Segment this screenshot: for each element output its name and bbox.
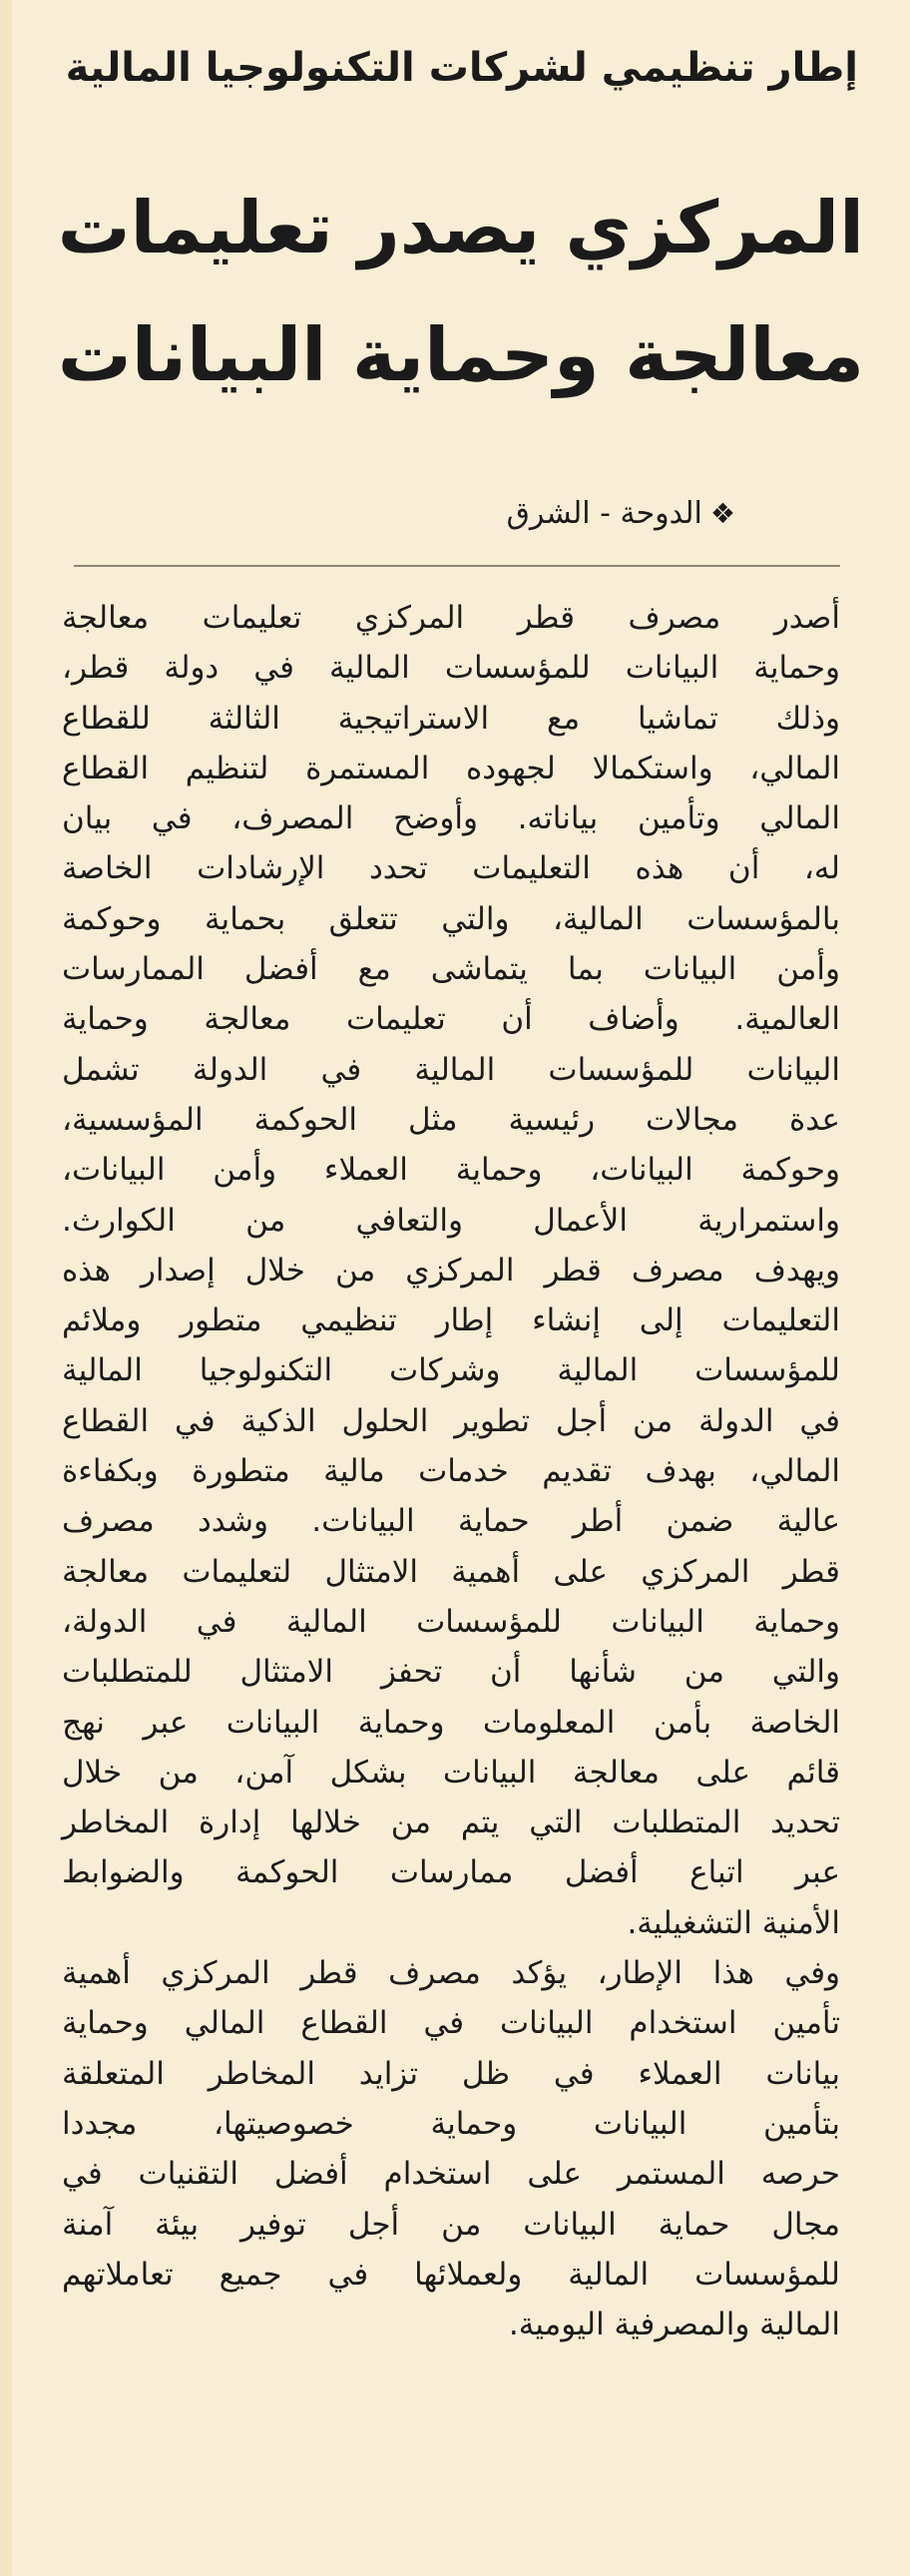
article-byline [507,493,735,535]
body-line: واستمرارية الأعمال والتعافي من الكوارث. [62,1202,840,1239]
article-body [62,593,840,2349]
body-line: التعليمات إلى إنشاء إطار تنظيمي متطور وملائم [62,1302,840,1339]
body-line: المالي، بهدف تقديم خدمات مالية متطورة وبكفاءة [62,1453,840,1490]
body-line: للمؤسسات المالية ولعملائها في جميع تعاملاتهم [62,2256,840,2293]
body-line: وحماية البيانات للمؤسسات المالية في الدولة، [62,1603,840,1640]
body-line: بيانات العملاء في ظل تزايد المخاطر المتعلقة [62,2055,840,2092]
body-line: للمؤسسات المالية وشركات التكنولوجيا المالية [62,1352,840,1389]
body-line: قطر المركزي على أهمية الامتثال لتعليمات معالجة [62,1553,840,1590]
body-line: عبر اتباع أفضل ممارسات الحوكمة والضوابط [62,1854,840,1891]
body-line: المالي، واستكمالا لجهوده المستمرة لتنظيم القطاع [62,750,840,786]
body-line: والتي من شأنها أن تحفز الامتثال للمتطلبات [62,1654,840,1691]
body-line: وفي هذا الإطار، يؤكد مصرف قطر المركزي أهمية [62,1955,840,1992]
body-line: تحديد المتطلبات التي يتم من خلالها إدارة المخاطر [62,1804,840,1841]
headline-line-1: المركزي يصدر تعليمات [57,187,864,270]
article-kicker: إطار تنظيمي لشركات التكنولوجيا المالية [65,45,858,91]
body-line: البيانات للمؤسسات المالية في الدولة تشمل [62,1051,840,1088]
diamond-ornament-icon: ❖ [709,497,735,530]
headline-line-2: معالجة وحماية البيانات [57,313,864,398]
body-line: في الدولة من أجل تطوير الحلول الذكية في القطاع [62,1402,840,1439]
byline-divider [74,565,840,567]
byline-text: الدوحة - الشرق [506,496,702,531]
body-line: عدة مجالات رئيسية مثل الحوكمة المؤسسية، [62,1101,840,1138]
body-line: ويهدف مصرف قطر المركزي من خلال إصدار هذه [62,1252,840,1288]
body-line: عالية ضمن أطر حماية البيانات. وشدد مصرف [62,1503,840,1540]
body-line: تأمين استخدام البيانات في القطاع المالي وحماية [62,2005,840,2042]
body-line: حرصه المستمر على استخدام أفضل التقنيات في [62,2156,840,2193]
body-line: وذلك تماشيا مع الاستراتيجية الثالثة للقطاع [62,700,840,737]
body-line: قائم على معالجة البيانات بشكل آمن، من خلال [62,1754,840,1791]
body-line: له، أن هذه التعليمات تحدد الإرشادات الخاصة [62,850,840,887]
body-line: بتأمين البيانات وحماية خصوصيتها، مجددا [62,2105,840,2142]
body-line: المالية والمصرفية اليومية. [508,2307,840,2343]
body-line: أصدر مصرف قطر المركزي تعليمات معالجة [62,600,840,636]
body-line: وأمن البيانات بما يتماشى مع أفضل الممارسات [62,951,840,988]
article-headline [58,165,864,420]
body-line: الخاصة بأمن المعلومات وحماية البيانات عبر نهج [62,1704,840,1741]
body-line: العالمية. وأضاف أن تعليمات معالجة وحماية [62,1001,840,1038]
body-line: مجال حماية البيانات من أجل توفير بيئة آمنة [62,2206,840,2243]
body-line: بالمؤسسات المالية، والتي تتعلق بحماية وحوكمة [62,900,840,937]
body-line: المالي وتأمين بياناته. وأوضح المصرف، في بيان [62,800,840,837]
body-line: وحوكمة البيانات، وحماية العملاء وأمن البيانات، [62,1152,840,1189]
body-line: وحماية البيانات للمؤسسات المالية في دولة قطر، [62,650,840,687]
body-line: الأمنية التشغيلية. [627,1904,840,1941]
